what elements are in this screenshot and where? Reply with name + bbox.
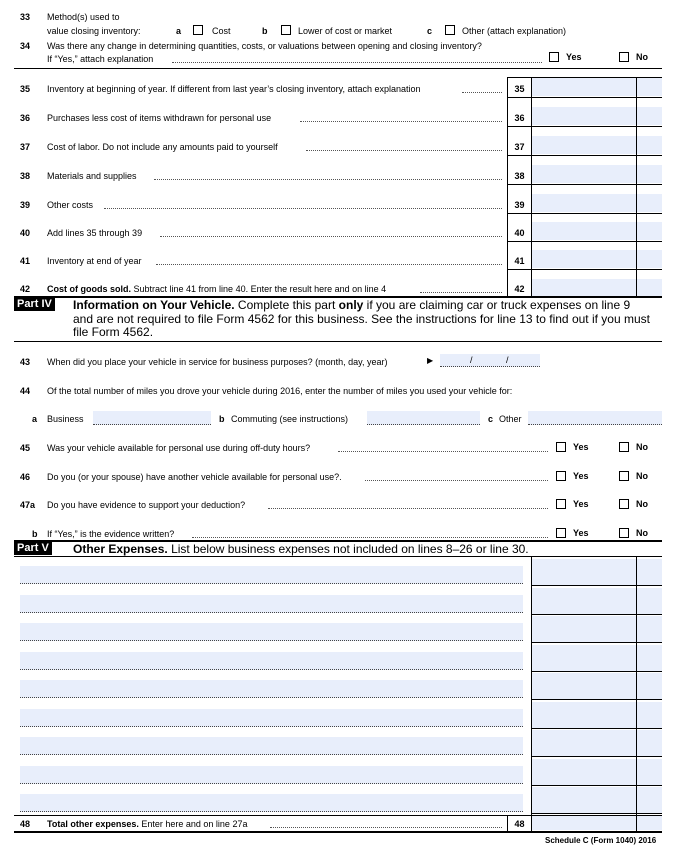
line-48-bold: Total other expenses. xyxy=(47,819,139,829)
line-box-number: 39 xyxy=(514,200,525,210)
expense-amount-input[interactable] xyxy=(532,702,636,728)
divider xyxy=(531,813,662,814)
bottom-rule xyxy=(14,831,662,833)
divider xyxy=(507,155,662,156)
yes-label: Yes xyxy=(573,528,589,538)
line-44c-letter: c xyxy=(488,414,494,424)
leader-dots xyxy=(300,121,502,122)
line-cents-input[interactable] xyxy=(637,78,662,96)
cost-label: Cost xyxy=(212,26,231,36)
line-34-number: 34 xyxy=(20,41,31,51)
line-number: 36 xyxy=(20,113,31,123)
part-iv-text-1: Complete this part xyxy=(237,298,336,312)
line-text: Was your vehicle available for personal use during off-duty hours? xyxy=(47,443,311,453)
part-iv-text-2: if you are claiming car or truck expenses on line 9 xyxy=(366,298,631,312)
divider xyxy=(14,68,662,69)
line-48-desc: Enter here and on line 27a xyxy=(141,819,248,829)
expense-description-input[interactable] xyxy=(20,595,523,613)
line-text: Other costs xyxy=(47,200,94,210)
line-34-yes-label: Yes xyxy=(566,52,582,62)
yes-label: Yes xyxy=(573,471,589,481)
line-cents-input[interactable] xyxy=(637,222,662,240)
line-box-number: 40 xyxy=(514,228,525,238)
yes-label: Yes xyxy=(573,499,589,509)
leader-dots xyxy=(306,150,502,151)
line-number: b xyxy=(32,529,38,539)
option-a-letter: a xyxy=(176,26,182,36)
other-method-label: Other (attach explanation) xyxy=(462,26,567,36)
line-number: 37 xyxy=(20,142,31,152)
option-b-letter: b xyxy=(262,26,268,36)
expense-cents-input[interactable] xyxy=(637,787,662,813)
expense-amount-input[interactable] xyxy=(532,787,636,813)
divider xyxy=(531,699,662,700)
line-box-number: 36 xyxy=(514,113,525,123)
line-box-number: 38 xyxy=(514,171,525,181)
line-cents-input[interactable] xyxy=(637,136,662,154)
line-42-desc: Subtract line 41 from line 40. Enter the result here and on line 4 xyxy=(133,284,387,294)
line-amount-input[interactable] xyxy=(532,78,636,96)
divider xyxy=(531,728,662,729)
expense-cents-input[interactable] xyxy=(637,673,662,699)
line-text: Inventory at end of year xyxy=(47,256,142,266)
line-text: Do you have evidence to support your deduction? xyxy=(47,500,246,510)
leader-dots xyxy=(154,179,502,180)
commuting-miles-input[interactable] xyxy=(367,411,480,425)
no-label: No xyxy=(636,528,648,538)
line-42-box-number: 42 xyxy=(514,284,525,294)
no-label: No xyxy=(636,471,648,481)
expense-amount-input[interactable] xyxy=(532,673,636,699)
line-cents-input[interactable] xyxy=(637,194,662,212)
divider xyxy=(507,213,662,214)
line-number: 47a xyxy=(20,500,36,510)
line-34-text: Was there any change in determining quantities, costs, or valuations between opening and closing inventory? xyxy=(47,41,482,51)
no-checkbox[interactable] xyxy=(619,471,629,481)
line-text: Add lines 35 through 39 xyxy=(47,228,143,238)
line-44-number: 44 xyxy=(20,386,31,396)
leader-dots xyxy=(172,62,542,63)
divider xyxy=(531,642,662,643)
line-text: If “Yes,” is the evidence written? xyxy=(47,529,175,539)
leader-dots xyxy=(160,236,502,237)
other-method-checkbox[interactable] xyxy=(445,25,455,35)
expense-description-input[interactable] xyxy=(20,652,523,670)
date-separator: / xyxy=(470,355,473,365)
line-42-bold: Cost of goods sold. xyxy=(47,284,131,294)
leader-dots xyxy=(462,92,502,93)
divider xyxy=(14,341,662,342)
leader-dots xyxy=(365,480,548,481)
line-34-yes-checkbox[interactable] xyxy=(549,52,559,62)
no-label: No xyxy=(636,442,648,452)
divider xyxy=(507,269,662,270)
option-c-letter: c xyxy=(427,26,433,36)
expense-description-input[interactable] xyxy=(20,623,523,641)
line-42-cents-input[interactable] xyxy=(637,279,662,296)
line-34-no-label: No xyxy=(636,52,648,62)
expense-cents-input[interactable] xyxy=(637,702,662,728)
line-48-box-number: 48 xyxy=(514,819,525,829)
line-text: Purchases less cost of items withdrawn for personal use xyxy=(47,113,272,123)
line-text: Materials and supplies xyxy=(47,171,137,181)
expense-amount-input[interactable] xyxy=(532,645,636,671)
line-48-cents-input[interactable] xyxy=(637,816,662,830)
cost-checkbox[interactable] xyxy=(193,25,203,35)
line-44-text: Of the total number of miles you drove your vehicle during 2016, enter the number of miles you used your vehicle for: xyxy=(47,386,513,396)
form-footer: Schedule C (Form 1040) 2016 xyxy=(545,836,657,845)
expense-cents-input[interactable] xyxy=(637,645,662,671)
line-33-number: 33 xyxy=(20,12,31,22)
expense-cents-input[interactable] xyxy=(637,588,662,614)
other-miles-label: Other xyxy=(499,414,522,424)
part-v-title-line xyxy=(73,543,529,556)
divider xyxy=(507,97,662,98)
divider xyxy=(507,184,662,185)
expense-description-input[interactable] xyxy=(20,737,523,755)
expense-description-input[interactable] xyxy=(20,709,523,727)
line-48-number: 48 xyxy=(20,819,31,829)
part-v-label: Part V xyxy=(14,542,52,555)
line-text: Cost of labor. Do not include any amounts paid to yourself xyxy=(47,142,278,152)
leader-dots xyxy=(104,208,502,209)
line-42-text xyxy=(47,284,386,294)
lower-of-cost-checkbox[interactable] xyxy=(281,25,291,35)
leader-dots xyxy=(420,292,502,293)
line-number: 46 xyxy=(20,472,31,482)
leader-dots xyxy=(338,451,548,452)
line-number: 45 xyxy=(20,443,31,453)
no-checkbox[interactable] xyxy=(619,499,629,509)
line-42-number: 42 xyxy=(20,284,31,294)
leader-dots xyxy=(192,537,548,538)
line-number: 38 xyxy=(20,171,31,181)
line-text: Do you (or your spouse) have another vehicle available for personal use?. xyxy=(47,472,342,482)
line-44b-letter: b xyxy=(219,414,225,424)
expense-cents-input[interactable] xyxy=(637,759,662,785)
divider xyxy=(531,756,662,757)
line-amount-input[interactable] xyxy=(532,165,636,183)
line-43-number: 43 xyxy=(20,357,31,367)
line-43-text: When did you place your vehicle in service for business purposes? (month, day, year) xyxy=(47,357,388,367)
leader-dots xyxy=(270,827,502,828)
line-34-no-checkbox[interactable] xyxy=(619,52,629,62)
expense-amount-input[interactable] xyxy=(532,730,636,756)
divider xyxy=(507,126,662,127)
yes-checkbox[interactable] xyxy=(556,471,566,481)
line-number: 35 xyxy=(20,84,31,94)
line-amount-input[interactable] xyxy=(532,222,636,240)
part-iv-only: only xyxy=(338,298,364,312)
line-text: Inventory at beginning of year. If different from last year’s closing inventory, attach explanation xyxy=(47,84,421,94)
expense-amount-input[interactable] xyxy=(532,616,636,642)
line-number: 39 xyxy=(20,200,31,210)
arrow-icon: ▶ xyxy=(427,356,434,365)
line-42-amount-input[interactable] xyxy=(532,279,636,296)
line-amount-input[interactable] xyxy=(532,107,636,125)
lower-of-cost-label: Lower of cost or market xyxy=(298,26,393,36)
expense-cents-input[interactable] xyxy=(637,730,662,756)
line-48-text xyxy=(47,819,247,829)
leader-dots xyxy=(268,508,548,509)
part-iv-title-line-3: file Form 4562. xyxy=(73,325,154,339)
line-cents-input[interactable] xyxy=(637,250,662,268)
other-miles-input[interactable] xyxy=(528,411,662,425)
line-box-number: 41 xyxy=(514,256,525,266)
commuting-miles-label: Commuting (see instructions) xyxy=(231,414,349,424)
part-iv-title-line-1 xyxy=(73,299,630,312)
yes-checkbox[interactable] xyxy=(556,528,566,538)
part-iv-title-line-2: and are not required to file Form 4562 for this business. See the instructions for line 13 to find out if you must xyxy=(73,312,650,326)
divider xyxy=(14,556,662,557)
divider xyxy=(531,585,662,586)
divider xyxy=(507,241,662,242)
divider xyxy=(531,671,662,672)
vehicle-service-date-input[interactable] xyxy=(440,354,540,367)
expense-cents-input[interactable] xyxy=(637,559,662,585)
line-48-amount-input[interactable] xyxy=(532,816,636,830)
line-box-number: 37 xyxy=(514,142,525,152)
line-33-label-2: value closing inventory: xyxy=(47,26,141,36)
expense-description-input[interactable] xyxy=(20,794,523,812)
part-iv-label: Part IV xyxy=(14,298,55,311)
line-cents-input[interactable] xyxy=(637,107,662,125)
no-checkbox[interactable] xyxy=(619,442,629,452)
yes-label: Yes xyxy=(573,442,589,452)
line-number: 40 xyxy=(20,228,31,238)
line-cents-input[interactable] xyxy=(637,165,662,183)
line-44a-letter: a xyxy=(32,414,38,424)
line-33-label: Method(s) used to xyxy=(47,12,120,22)
yes-checkbox[interactable] xyxy=(556,442,566,452)
line-number: 41 xyxy=(20,256,31,266)
divider xyxy=(531,614,662,615)
yes-checkbox[interactable] xyxy=(556,499,566,509)
line-amount-input[interactable] xyxy=(532,194,636,212)
line-amount-input[interactable] xyxy=(532,136,636,154)
business-miles-label: Business xyxy=(47,414,84,424)
expense-description-input[interactable] xyxy=(20,566,523,584)
expense-amount-input[interactable] xyxy=(532,588,636,614)
expense-description-input[interactable] xyxy=(20,766,523,784)
line-box-number: 35 xyxy=(514,84,525,94)
line-amount-input[interactable] xyxy=(532,250,636,268)
expense-amount-input[interactable] xyxy=(532,559,636,585)
expense-description-input[interactable] xyxy=(20,680,523,698)
expense-amount-input[interactable] xyxy=(532,759,636,785)
part-iv-title: Information on Your Vehicle. xyxy=(73,298,235,312)
expense-cents-input[interactable] xyxy=(637,616,662,642)
part-v-text: List below business expenses not included on lines 8–26 or line 30. xyxy=(171,542,529,556)
divider xyxy=(531,785,662,786)
business-miles-input[interactable] xyxy=(93,411,211,425)
no-checkbox[interactable] xyxy=(619,528,629,538)
part-v-title: Other Expenses. xyxy=(73,542,168,556)
leader-dots xyxy=(156,264,502,265)
no-label: No xyxy=(636,499,648,509)
line-34-text-2: If “Yes,” attach explanation xyxy=(47,54,154,64)
date-separator: / xyxy=(506,355,509,365)
